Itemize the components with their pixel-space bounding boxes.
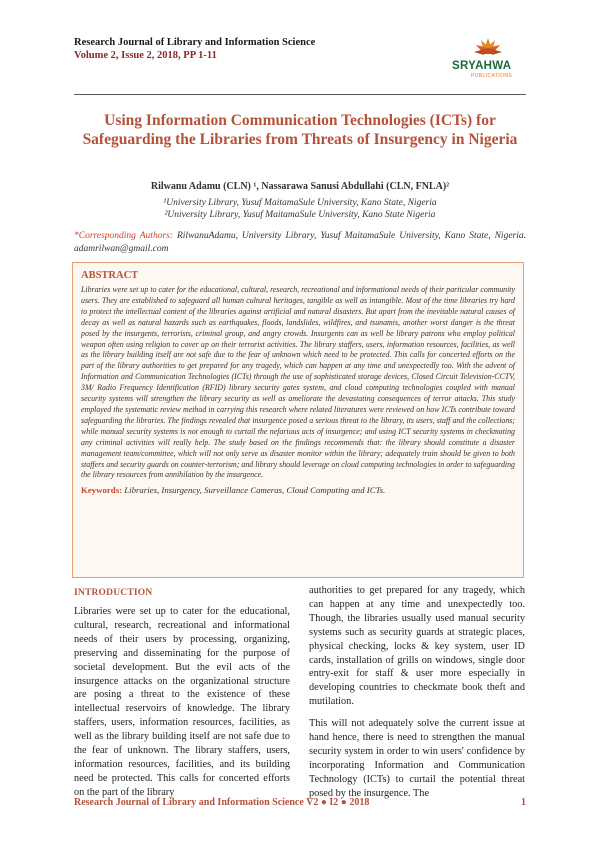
abstract-box: [72, 262, 524, 578]
abstract-heading: ABSTRACT: [81, 270, 139, 281]
affiliation-1: ¹University Library, Yusuf MaitamaSule University, Kano State, Nigeria: [163, 198, 437, 208]
publisher-logo-name: SRYAHWA: [452, 60, 512, 72]
abstract-text: Libraries were set up to cater for the educational, cultural, research, recreational and informational needs of their particular community users. They are established to safeguard all human cultural heritages, tangible as well as intangible. Most of the time libraries try hard to protect the intellectual content of the libraries against artificial and natural disasters. But apart from the inevitable natural causes of decay as well as natural hazards such as earthquakes, floods, landslides, wildfires, and tsunamis, another worst danger is the threat posed by the insurgents, terrorists, criminal group, and angry crowds. Insurgents can as well be library patrons who employ political weapon often using religion to cover up on their terrorist activities. The library staffers, users, information resources, facilities, as well as the library building itself are not safe due to the fear of unknown which need to be protected. This calls for concerted efforts on the part of the library authorities to get prepared for any tragedy, which can happen at any time and unexpectedly too. With the advent of Information and Communication Technologies (ICTs) through the use of sophisticated storage devices, Closed Circuit Television-CCTV, 3M/ Radio Frequency Identification (RFID) library security gates system, and cloud computing technologies coupled with manual security systems will strengthen the library security as well as ameliorate the devastating consequences of terror attacks. This study employed the systematic review method in carrying this research where related literatures were reviewed on how ICTs contribute toward safeguarding the libraries. The findings revealed that insurgence posed a serious threat to the library, its users, staff and the collections; while manual security systems is not enough to curtail the nefarious acts of insurgence; and using ICT security systems in checkmating any criminal activities will really help. The study based on the findings recommends that: the library should constitute a disaster management team/committee, which will not only serve as disaster monitor within the library; adequately train should be given to both staffers and security guards on counter-terrorism; and library should leverage on cloud computing technologies in order to safeguarding the library resources from annihilation by the insurgence.: [81, 285, 515, 480]
intro-paragraph-1: Libraries were set up to cater for the educational, cultural, research, recreational and informational needs of their users by processing, organizing, preserving and disseminating for the purpose of societal development. But the evil acts of the insurgence attacks on the organizational structure are posing a threat to the existence of these intellectual reservoirs of knowledge. The library staffers, users, information resources, facilities, as well as the library building itself are not safe due to the fear of unknown. The library staffers, users, information resources, facilities, and its building need be protected. This calls for concerted efforts on the part of the library: [74, 606, 290, 798]
page-footer: [74, 797, 526, 808]
left-column: [74, 605, 290, 808]
journal-name: Research Journal of Library and Information Science: [74, 37, 316, 48]
intro-paragraph-2: authorities to get prepared for any tragedy, which can happen at any time and unexpectedly too. Though, the libraries usually used manual security systems such as security guards at strategic places, physical checking, locks & key system, user ID cards, installation of grills on windows, single door entry-exit for staff & user more especially in developing countries to checkmate book theft and mutilation.: [309, 585, 525, 708]
corresponding-author: [74, 230, 526, 256]
keywords-label: Keywords:: [81, 485, 123, 496]
footer-journal: Research Journal of Library and Information Science V2 ● I2 ● 2018: [74, 797, 370, 808]
journal-volume: Volume 2, Issue 2, 2018, PP 1-11: [74, 50, 217, 61]
header-divider: [74, 94, 526, 95]
corresponding-text: RilwanuAdamu, University Library, Yusuf MaitamaSule University, Kano State, Nigeria. adamrilwan@gmail.com: [74, 231, 526, 254]
right-column: [309, 584, 525, 809]
journal-header: [74, 36, 315, 62]
corresponding-label: *Corresponding Authors:: [74, 231, 173, 241]
publisher-logo-subtitle: PUBLICATIONS: [471, 73, 513, 79]
paper-authors: Rilwanu Adamu (CLN) ¹, Nassarawa Sanusi Abdullahi (CLN, FNLA)²: [150, 181, 450, 192]
keywords-text: Libraries, Insurgency, Surveillance Cameras, Cloud Computing and ICTs.: [122, 485, 386, 496]
page-number: 1: [521, 797, 526, 808]
affiliation-2: ²University Library, Yusuf MaitamaSule University, Kano State Nigeria: [164, 210, 436, 220]
introduction-heading: INTRODUCTION: [74, 588, 153, 598]
keywords: [81, 485, 515, 495]
intro-paragraph-3: This will not adequately solve the current issue at hand hence, there is need to strengthen the manual security system in order to win users' confidence by incorporating Information and Communication Technology (ICTs) to curtail the potential threat posed by the insurgence. The: [309, 718, 525, 799]
paper-title: Using Information Communication Technologies (ICTs) for Safeguarding the Libraries from Threats of Insurgency in Nigeria: [82, 112, 518, 148]
